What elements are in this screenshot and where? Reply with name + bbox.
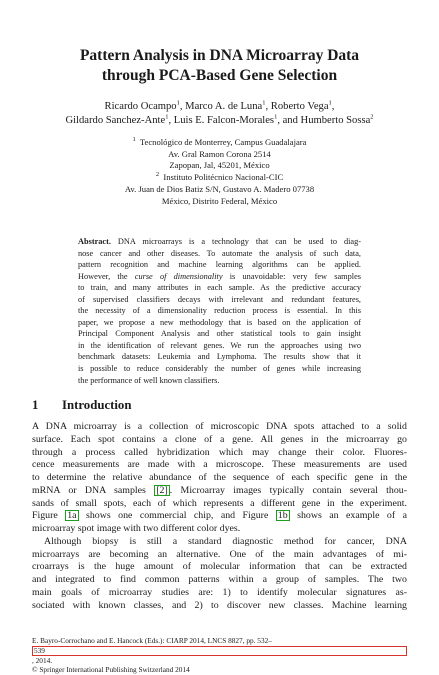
affiliation-1-address: Av. Gral Ramon Corona 2514 [168, 148, 271, 159]
abstract-line: paper, we propose a new methodology that is based on the application of [78, 317, 361, 327]
abstract-line: of supervised classifiers decays with irrelevant and redundant features, [78, 294, 361, 304]
body-line: main goals of microarray studies are: 1) to identify molecular signatures as- [32, 586, 407, 598]
abstract-line: benchmark datasets: Leukemia and Lymphoma. The results show that it [78, 352, 361, 362]
affiliation-mark: 2 [370, 113, 374, 121]
title-line-2: through PCA-Based Gene Selection [101, 67, 338, 84]
author-name: Gildardo Sanchez-Ante [65, 115, 166, 126]
author-separator: , [331, 101, 335, 112]
body-line: surface. Each spot contains a clone of a gene. All genes in the microarray go [32, 433, 407, 445]
abstract [78, 236, 361, 386]
author-line-1 [30, 100, 409, 114]
citation-link[interactable]: [2] [156, 484, 168, 496]
author-name: Ricardo Ocampo [104, 101, 177, 112]
abstract-line: However, the curse of dimensionality is unavoidable: very few samples [78, 271, 361, 281]
body-line: mRNA or DNA samples [2] . Microarray images typically contain several thou- [32, 484, 408, 496]
institution: Instituto Politécnico Nacional-CIC [163, 172, 284, 183]
author-list [30, 100, 409, 128]
abstract-line: Abstract. DNA microarrays is a technology that can be used to diag- [78, 237, 362, 246]
abstract-line: Principal Component Analysis and other statistical tools to gain insight [78, 329, 361, 339]
section-title: Introduction [62, 398, 132, 412]
body-line: sands of small spots, each of which represents a different gene in the experiment. [32, 497, 407, 509]
affiliation-2-address: Av. Juan de Dios Batiz S/N, Gustavo A. Madero 07738 [124, 183, 315, 194]
author-line-2 [30, 114, 409, 128]
body-line: croarrays is the huge amount of molecular information that can be extracted [32, 561, 407, 573]
last-page-link[interactable]: 539 [32, 646, 407, 656]
paper-title [40, 46, 399, 86]
abstract-line: pattern recognition and machine learning algorithms can be applied. [78, 260, 361, 270]
institution: Tecnológico de Monterrey, Campus Guadalajara [139, 137, 307, 147]
body-line: through a process called hybridization which may change their color. Fluores- [32, 446, 407, 458]
body-line: Figure 1a shows one commercial chip, and Figure 1b shows an example of a [32, 510, 407, 522]
section-number: 1 [32, 398, 39, 412]
emphasis: curse of dimensionality [134, 271, 223, 281]
affiliation-mark: 1 [132, 136, 136, 144]
abstract-line: nose cancer and other diseases. To automate the analysis of such data, [78, 248, 361, 258]
affiliations [40, 137, 399, 207]
body-line: Although biopsy is still a standard diagnostic method for cancer, DNA [44, 535, 407, 547]
author-name: , Marco A. de Luna [179, 101, 263, 112]
body-line: sociated with known classes, and 2) to discover new classes. Machine learning [32, 599, 407, 611]
author-name: , Luis E. Falcon-Morales [168, 115, 275, 126]
affiliation-mark: 1 [165, 113, 169, 121]
abstract-line: in the identification of relevant genes. We run the approaches using two [78, 340, 361, 350]
affiliation-mark: 2 [155, 171, 160, 179]
abstract-heading: Abstract. [78, 237, 111, 246]
affiliation-mark: 1 [328, 99, 332, 107]
copyright-notice: © Springer International Publishing Switzerland 2014 [32, 665, 190, 674]
abstract-line: the necessity of a dimensionality reduction process is essential. In this [78, 306, 361, 316]
figure-1a-link[interactable]: 1a [67, 510, 77, 522]
citation-info: E. Bayro-Corrochano and E. Hancock (Eds.): CIARP 2014, LNCS 8827, pp. 532– 539 , 2014. [32, 636, 407, 665]
title-line-1: Pattern Analysis in DNA Microarray Data [79, 47, 360, 64]
body-line: microarrays are becoming an alternative. One of the main advantages of mi- [32, 548, 407, 560]
body-line: microarray spot image with two different color dyes. [32, 523, 241, 534]
affiliation-1-city: Zapopan, Jal, 45201, México [169, 160, 270, 171]
affiliation-mark: 1 [262, 99, 266, 107]
affiliation-mark: 1 [274, 113, 278, 121]
affiliation-2-city: México, Distrito Federal, México [161, 195, 278, 206]
body-line: to determine the relative abundance of the sequence of each specific gene in the [32, 472, 407, 483]
introduction-text [32, 421, 407, 612]
figure-1b-link[interactable]: 1b [277, 510, 288, 522]
affiliation-1-name [40, 137, 399, 149]
body-line: cence measurements are made with a microscope. These measurements are used [32, 459, 407, 471]
author-name: , Roberto Vega [265, 101, 329, 112]
affiliation-mark: 1 [176, 99, 180, 107]
author-name: , and Humberto Sossa [277, 115, 371, 126]
body-line: A DNA microarray is a collection of microscopic DNA spots attached to a solid [32, 421, 407, 432]
body-line: and integrated to find common patterns within a group of samples. The two [32, 574, 407, 585]
abstract-line: is possible to reduce considerably the number of genes while increasing [78, 364, 361, 374]
section-heading [32, 397, 131, 413]
abstract-line: the performance of well known classifiers. [78, 375, 220, 385]
abstract-line: to train, and many attributes in each sample. As the predictive accuracy [78, 283, 361, 293]
publication-footer [32, 636, 407, 675]
affiliation-2-name [40, 172, 399, 184]
